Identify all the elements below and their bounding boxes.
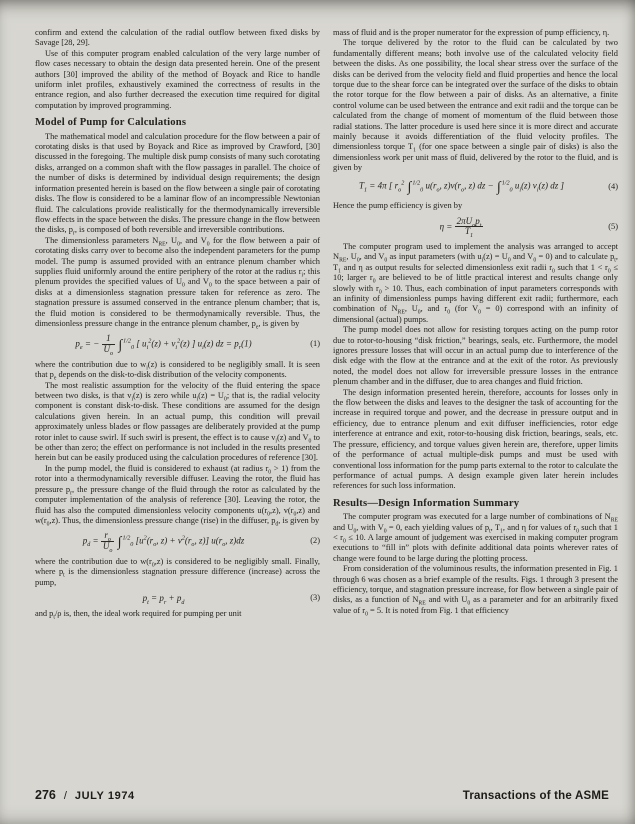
paragraph: The computer program used to implement the analysis was arranged to accept $N_{RE}$, $U_0$, and $V_0$ as input parameters (with $u_i(z) = U_0$ and $V_0 = 0$) and to calculate $p_t$, $T_1$ and η as output results for selected dimensionless exit radii $r_0$ such that $1 < r_0 \le 10$; larger $r_0$ are believed to be of little practical interest and results change only slowly with $r_0 > 10$. Thus, each combination of input parameters corresponds with an infinity of dimensionless pumps having different exit radii; furthermore, each combination of $N_{RE}$, $U_0$, and $r_0$ (for $V_0 = 0$) correspond with an infinity of dimensional (actual) pumps. bbox=[333, 241, 618, 324]
paragraph: The torque delivered by the rotor to the fluid can be calculated by two fundamentally different means; both involve use of the calculated velocity field between the disks. As one possibility, the local shear stress over the surface of the disks can be derived from the velocity field and fluid properties and hence the local torque due to the shear force can be integrated over the surface of the disks to obtain the rotor torque for the flow between a pair of disks. As an alternative, a finite control volume can be used between the entrance and exit radii and the torque can be calculated from the change of moment of momentum of the fluid between those radial stations. The latter procedure is used here since it is more direct and accurate mainly because it avoids differentiation of the fluid velocity profiles. The dimensionless torque $T_1$ (for one space between a single pair of disks) is also the dimensionless work per unit mass of fluid, delivered by the rotor to the fluid, and is given by bbox=[333, 38, 618, 173]
equation-number: (1) bbox=[310, 339, 320, 349]
equation-number: (5) bbox=[608, 221, 618, 231]
equation-number: (3) bbox=[310, 593, 320, 603]
equation-body: $p_e$ = − $\frac{1}{U_o}$ ∫$^{1/2}_0$ [ $u_i^2(z) + v_i^2(z)$ ] $u_i(z)$ dz = $p_r(1)$ bbox=[75, 333, 252, 357]
paragraph: The most realistic assumption for the velocity of the fluid entering the space between two disks, is that $v_i(z)$ is zero while $u_i(z) = U_0$; that is, the radial velocity component is constant disk-to-disk. These conditions are assumed for the design calculations given herein. In an actual pump, this condition will prevail approximately unless blades or flow passages are deliberately provided at the pump rotor inlet to cause swirl. If such swirl is present, the effect is to cause $v_i(z)$ and $V_0$ to be other than zero; the effect on performance is not included in the results presented herein but can be easily produced using the calculation procedures of reference [30]. bbox=[35, 380, 320, 463]
right-column bbox=[333, 28, 618, 620]
paragraph: In the pump model, the fluid is considered to exhaust (at radius $r_0 > 1$) from the rotor into a thermodynamically reversible diffuser. Leaving the rotor, the fluid has pressure $p_r$, the pressure change of the fluid through the rotor as calculated by the computer implementation of the analysis of reference [30]. Leaving the rotor, the fluid has also the computed dimensionless velocity components $u(r_0,z)$, $v(r_0,z)$ and $w(r_0,z)$. Thus, the dimensionless pressure change (rise) in the diffuser, $p_d$, is given by bbox=[35, 463, 321, 528]
paragraph: The computer program was executed for a large number of combinations of $N_{RE}$ and $U_0$, with $V_0 = 0$, each yielding values of $p_t$, $T_1$, and η for values of $r_0$ such that $1 < r_0 \le 10$. A large amount of judgement was exercised in making computer program executions to “fill in” plots with definite additional data points wherever rates of change were found to be large during the plotting process. bbox=[333, 512, 618, 563]
paragraph: Hence the pump efficiency is given by bbox=[333, 201, 463, 211]
equation-1 bbox=[35, 333, 320, 357]
paragraph: where the contribution due to $w(r_0,z)$ is considered to be negligibly small. Finally, where $p_t$ is the dimensionless stagnation pressure difference (increase) across the pump, bbox=[35, 556, 320, 587]
equation-number: (2) bbox=[310, 536, 320, 546]
left-column bbox=[35, 28, 320, 620]
paragraph: The design information presented herein, therefore, accounts for losses only in the flow between the disks and leaves to the designer the task of accounting for the increase in required torque and power, and the decrease in pressure output and in efficiency, due to entrance plenum and exit diffuser inefficiencies, rotor edge interference at entrance and exit, rotor-to-housing disk friction, bearings, seals, etc. The pressure, efficiency, and torque values given herein are, therefore, upper limits of the performance of actual multiple-disk pumps and must be used with conventional loss information for the pump parts external to the rotor to calculate the performance of actual pumps. A design example given later herein includes references for such loss information. bbox=[333, 387, 618, 491]
equation-5 bbox=[333, 215, 618, 240]
equation-number: (4) bbox=[608, 182, 618, 192]
equation-body: $T_1 = 4\pi$ [ $r_o^2$ ∫$^{1/2}_0$ $u(r_o$, $z)v(r_o$, z) dz − ∫$^{1/2}_0$ $u_i(z)$ $v_i(z)$ dz ] bbox=[358, 179, 565, 195]
paragraph: The dimensionless parameters $N_{RE}$, $U_0$, and $V_0$ for the flow between a pair of corotating disks carry over to become also the independent parameters for the pump model. The pump is assumed provided with an entrance plenum chamber which supplies fluid uniformly around the entire periphery of the rotor at the radius $r_i$; this plenum provides the specified values of $U_0$ and $V_0$ to the space between a pair of disks at a dimensionless stagnation pressure taken for reference as zero. The stagnation pressure is assumed conserved in the entrance plenum chamber; that is, the fluid motion is considered to be thermodynamically reversible. Thus, the dimensionless pressure change in the entrance plenum chamber, $p_e$, is given by bbox=[35, 235, 320, 331]
paragraph: Use of this computer program enabled calculation of the very large number of flow cases necessary to obtain the design data presented herein. One of the present authors [30] improved the ability of the method of Boyack and Rice to handle uniform inlet profiles, exhaustively examined the correctness of results in the entrance region, and also further decreased the execution time required for digital computation by improved programming. bbox=[35, 48, 320, 110]
paragraph: mass of fluid and is the proper numerator for the expression of pump efficiency, η. bbox=[333, 28, 610, 37]
section-heading-results-summary: Results—Design Information Summary bbox=[333, 497, 520, 509]
footer-separator: / bbox=[63, 790, 67, 802]
equation-4 bbox=[333, 179, 618, 196]
equation-3 bbox=[35, 593, 320, 604]
paragraph: where the contribution due to $w_i(z)$ is considered to be negligibly small. It is seen that $p_e$ depends on the disk-to-disk distribution of the velocity components. bbox=[35, 359, 320, 382]
paragraph: The pump model does not allow for resisting torques acting on the pump rotor due to rotor-to-housing “disk friction,” bearings, seals, etc. Furthermore, the model ignores pressure losses that will occur in an actual pump due to interference of the disk edge with the flow at the entrance and at the exit of the rotor. As previously noted, the model does not allow for irreversible pressure losses in the entrance plenum chamber and in the diffuser, due to area changes and fluid friction. bbox=[333, 325, 618, 387]
equation-2 bbox=[35, 530, 320, 554]
paragraph: The mathematical model and calculation procedure for the flow between a pair of corotating disks is that used by Boyack and Rice as improved by Crawford, [30] discussed in the foregoing. The multiple disk pump consists of many such corotating disks, arranged on a common shaft with the flow passages in parallel. The choice of the number of disks is determined by individual design requirements; the design information presented herein is based on the flow between a single pair of corotating disks. The flow is considered to be a laminar flow of an incompressible Newtonian fluid. The calculations provide realistically for the thermodynamically irreversible flow effects in the space between the disks. The pressure change in the flow between the disks, $p_r$, is composed of both reversible and irreversible contributions. bbox=[35, 131, 320, 237]
equation-body: $p_t = p_r + p_d$ bbox=[142, 592, 185, 606]
page-number-footer bbox=[35, 788, 135, 802]
issue-date: JULY 1974 bbox=[74, 790, 135, 802]
paragraph: From consideration of the voluminous results, the information presented in Fig. 1 through 6 was chosen as a brief example of the results. Figs. 1 through 3 present the efficiency, torque, and stagnation pressure increase, for flow between a single pair of disks, as a function of $N_{RE}$ and with $U_0$ as a parameter and for an arbitrarily fixed value of $r_0 = 5$. It is noted from Fig. 1 that efficiency bbox=[333, 564, 618, 618]
paragraph: confirm and extend the calculation of the radial outflow between fixed disks by Savage [28, 29]. bbox=[35, 28, 320, 48]
page-footer bbox=[35, 788, 609, 802]
section-heading-model-of-pump: Model of Pump for Calculations bbox=[35, 117, 187, 129]
journal-name-footer: Transactions of the ASME bbox=[462, 790, 609, 802]
page-number: 276 bbox=[35, 788, 56, 802]
equation-body: $p_d$ = $\frac{r_o}{U_o}$ ∫$^{1/2}_0$ [$u^2(r_o$, $z) + v^2(r_o$, z)] $u(r_o$, z)dz bbox=[82, 530, 245, 554]
equation-body: η = $\frac{2\pi U_op_t}{T_1}$ bbox=[439, 215, 482, 240]
two-column-text bbox=[35, 28, 618, 621]
paragraph: and $p_t/\rho$ is, then, the ideal work required for pumping per unit bbox=[35, 609, 242, 621]
